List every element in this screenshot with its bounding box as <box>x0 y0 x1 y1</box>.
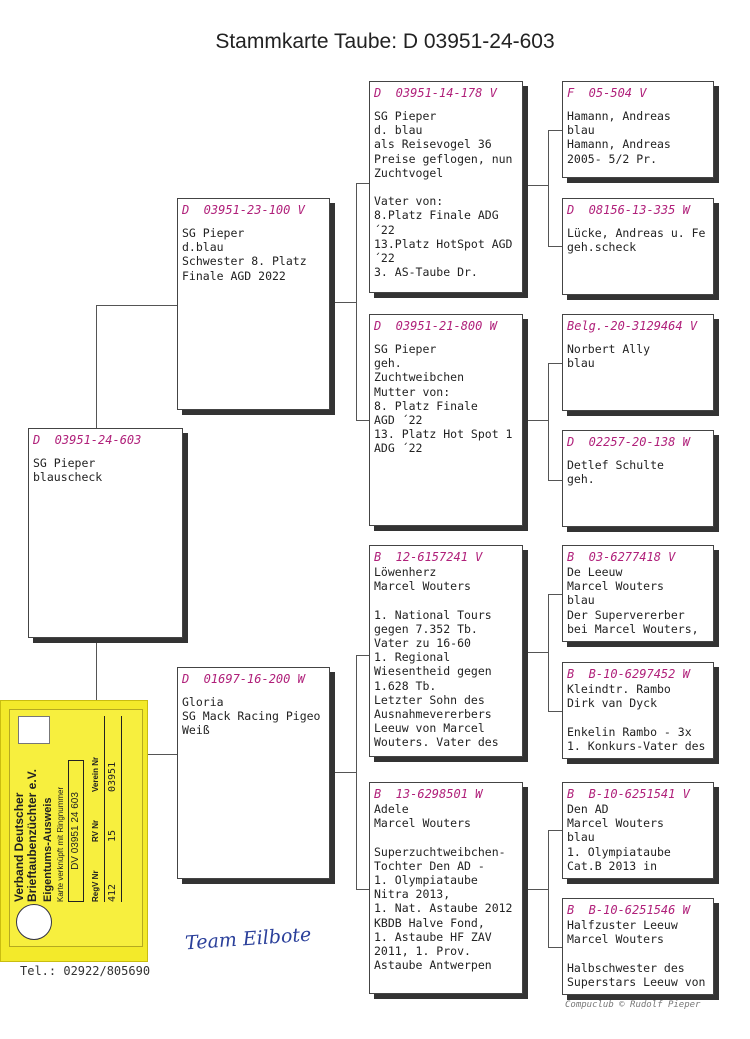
pigeon-card-father: D 03951-23-100 V SG Pieper d.blau Schwester 8. Platz Finale AGD 2022 <box>177 198 330 410</box>
pigeon-card-fff: F 05-504 V Hamann, Andreas blau Hamann, Andreas 2005- 5/2 Pr. <box>562 81 714 178</box>
ring-number: D 03951-21-800 W <box>374 319 497 333</box>
pigeon-card-mfm: B B-10-6297452 W Kleindtr. Rambo Dirk van Dyck Enkelin Rambo - 3x 1. Konkurs-Vater des <box>562 662 714 759</box>
pigeon-card-ff: D 03951-14-178 V SG Pieper d. blau als Reisevogel 36 Preise geflogen, nun Zuchtvogel Vater von: 8.Platz Finale ADG ´22 13.Platz HotSpot AGD ´22 3. AS-Taube Dr. <box>369 81 523 293</box>
id-card-frame <box>9 709 143 947</box>
ring-number: D 02257-20-138 W <box>567 435 690 449</box>
ring-number: B 03-6277418 V <box>567 550 676 564</box>
id-card-header-row: RegV Nr RV Nr Verein Nr <box>88 716 105 902</box>
pigeon-card-mother: D 01697-16-200 W Gloria SG Mack Racing Pigeo Weiß <box>177 667 330 879</box>
footer-credit: Compuclub © Rudolf Pieper <box>565 1000 701 1010</box>
id-card-content <box>10 710 142 946</box>
ring-number: D 03951-14-178 V <box>374 86 497 100</box>
pigeon-card-mm: B 13-6298501 W Adele Marcel Wouters Superzuchtweibchen- Tochter Den AD - 1. Olympiataube Nitra 2013, 1. Nat. Astaube 2012 KBDB Halve Fond, 1. Astaube HF ZAV 2011, 1. Prov. Astaube Antwerpen <box>369 782 523 994</box>
pigeon-emblem-icon <box>18 716 50 744</box>
ring-number: D 03951-24-603 <box>33 433 142 447</box>
id-card-table <box>88 716 122 902</box>
pigeon-card-fmf: Belg.-20-3129464 V Norbert Ally blau <box>562 314 714 411</box>
ring-number: B 13-6298501 W <box>374 787 483 801</box>
ring-number: Belg.-20-3129464 V <box>567 319 698 333</box>
ownership-id-card <box>0 700 148 962</box>
handwritten-note: Team Eilbote <box>184 923 312 955</box>
ring-number: D 01697-16-200 W <box>182 672 305 686</box>
id-card-title: Eigentums-Ausweis <box>42 797 54 902</box>
ring-number: D 03951-23-100 V <box>182 203 305 217</box>
telephone-number: Tel.: 02922/805690 <box>20 964 151 978</box>
ring-number: B B-10-6251541 V <box>567 787 690 801</box>
pigeon-card-subject: D 03951-24-603 SG Pieper blauscheck <box>28 428 183 638</box>
association-logo-icon <box>16 904 52 940</box>
pigeon-card-mmf: B B-10-6251541 V Den AD Marcel Wouters blau 1. Olympiataube Cat.B 2013 in <box>562 782 714 879</box>
ring-number: F 05-504 V <box>567 86 647 100</box>
ring-number: B B-10-6251546 W <box>567 903 690 917</box>
id-card-value-row: 412 15 03951 <box>105 716 122 902</box>
pigeon-card-mf: B 12-6157241 V Löwenherz Marcel Wouters 1. National Tours gegen 7.352 Tb. Vater zu 16-60 1. Regional Wiesentheid gegen 1.628 Tb. Letzter Sohn des Ausnahmevererbers Leeuw von Marcel Wouters. Vater des <box>369 545 523 757</box>
id-card-org: Verband Deutscher Brieftaubenzüchter e.V. <box>12 769 39 902</box>
ring-number: D 08156-13-335 W <box>567 203 690 217</box>
id-card-ring: DV 03951 24 603 <box>68 760 84 902</box>
pigeon-card-ffm: D 08156-13-335 W Lücke, Andreas u. Fe geh.scheck <box>562 198 714 295</box>
page-title: Stammkarte Taube: D 03951-24-603 <box>215 30 555 53</box>
pigeon-card-mff: B 03-6277418 V De Leeuw Marcel Wouters blau Der Supervererber bei Marcel Wouters, <box>562 545 714 642</box>
pigeon-card-fmm: D 02257-20-138 W Detlef Schulte geh. <box>562 430 714 527</box>
ring-number: B B-10-6297452 W <box>567 667 690 681</box>
id-card-subtitle: Karte verknüpft mit Ringnummer <box>56 786 65 902</box>
pigeon-card-fm: D 03951-21-800 W SG Pieper geh. Zuchtweibchen Mutter von: 8. Platz Finale AGD ´22 13. Platz Hot Spot 1 ADG ´22 <box>369 314 523 526</box>
pigeon-card-mmm: B B-10-6251546 W Halfzuster Leeuw Marcel Wouters Halbschwester des Superstars Leeuw von <box>562 898 714 995</box>
ring-number: B 12-6157241 V <box>374 550 483 564</box>
